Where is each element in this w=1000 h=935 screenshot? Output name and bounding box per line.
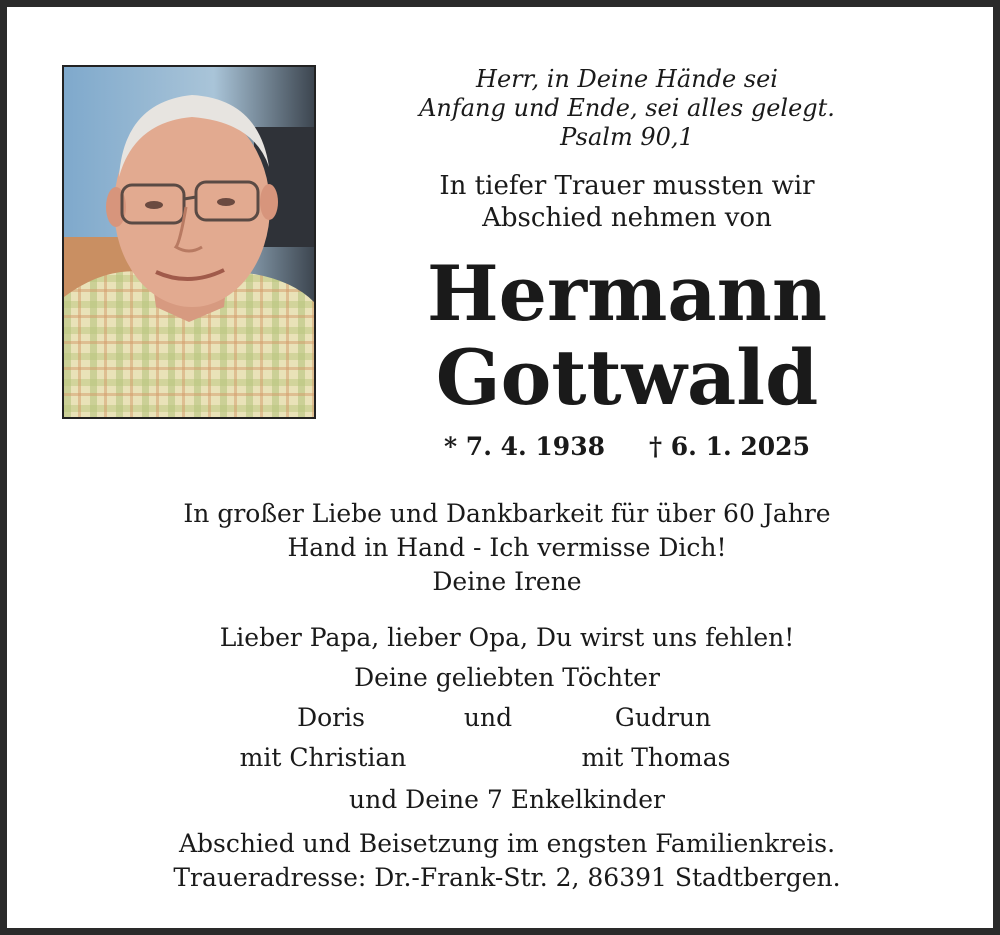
intro-line-2: Abschied nehmen von <box>482 203 772 233</box>
intro-line-1: In tiefer Trauer mussten wir <box>439 171 815 201</box>
deceased-last-name: Gottwald <box>435 333 819 422</box>
grandchildren-line: und Deine 7 Enkelkinder <box>349 785 665 814</box>
portrait-photo <box>62 65 316 419</box>
birth-date: * 7. 4. 1938 <box>444 432 605 461</box>
header-text <box>337 65 917 462</box>
daughter-2: Gudrun <box>614 703 712 732</box>
family-line-2: Deine geliebten Töchter <box>354 663 660 692</box>
daughters-row <box>7 701 1000 741</box>
deceased-first-name: Hermann <box>426 249 828 338</box>
portrait-image <box>64 67 314 417</box>
psalm-reference: Psalm 90,1 <box>560 123 694 151</box>
partners-row <box>7 741 1000 781</box>
daughter-1: Doris <box>297 703 365 732</box>
and-word: und <box>463 703 513 732</box>
family-message <box>7 621 1000 817</box>
partner-1: mit Christian <box>239 743 407 772</box>
wife-message <box>7 497 1000 599</box>
life-dates <box>337 432 917 462</box>
psalm-line-1: Herr, in Deine Hände sei <box>476 65 778 93</box>
wife-line-2: Hand in Hand - Ich vermisse Dich! <box>287 533 727 562</box>
wife-line-1: In großer Liebe und Dankbarkeit für über 60 Jahre <box>183 499 831 528</box>
closing-line-1: Abschied und Beisetzung im engsten Familienkreis. <box>178 829 836 858</box>
partner-2: mit Thomas <box>581 743 731 772</box>
wife-signature: Deine Irene <box>432 567 582 596</box>
closing-notice <box>7 827 1000 895</box>
closing-line-2: Traueradresse: Dr.-Frank-Str. 2, 86391 Stadtbergen. <box>173 863 841 892</box>
psalm-line-2: Anfang und Ende, sei alles gelegt. <box>419 94 835 122</box>
death-date: † 6. 1. 2025 <box>649 432 810 461</box>
family-line-1: Lieber Papa, lieber Opa, Du wirst uns fehlen! <box>219 623 795 652</box>
